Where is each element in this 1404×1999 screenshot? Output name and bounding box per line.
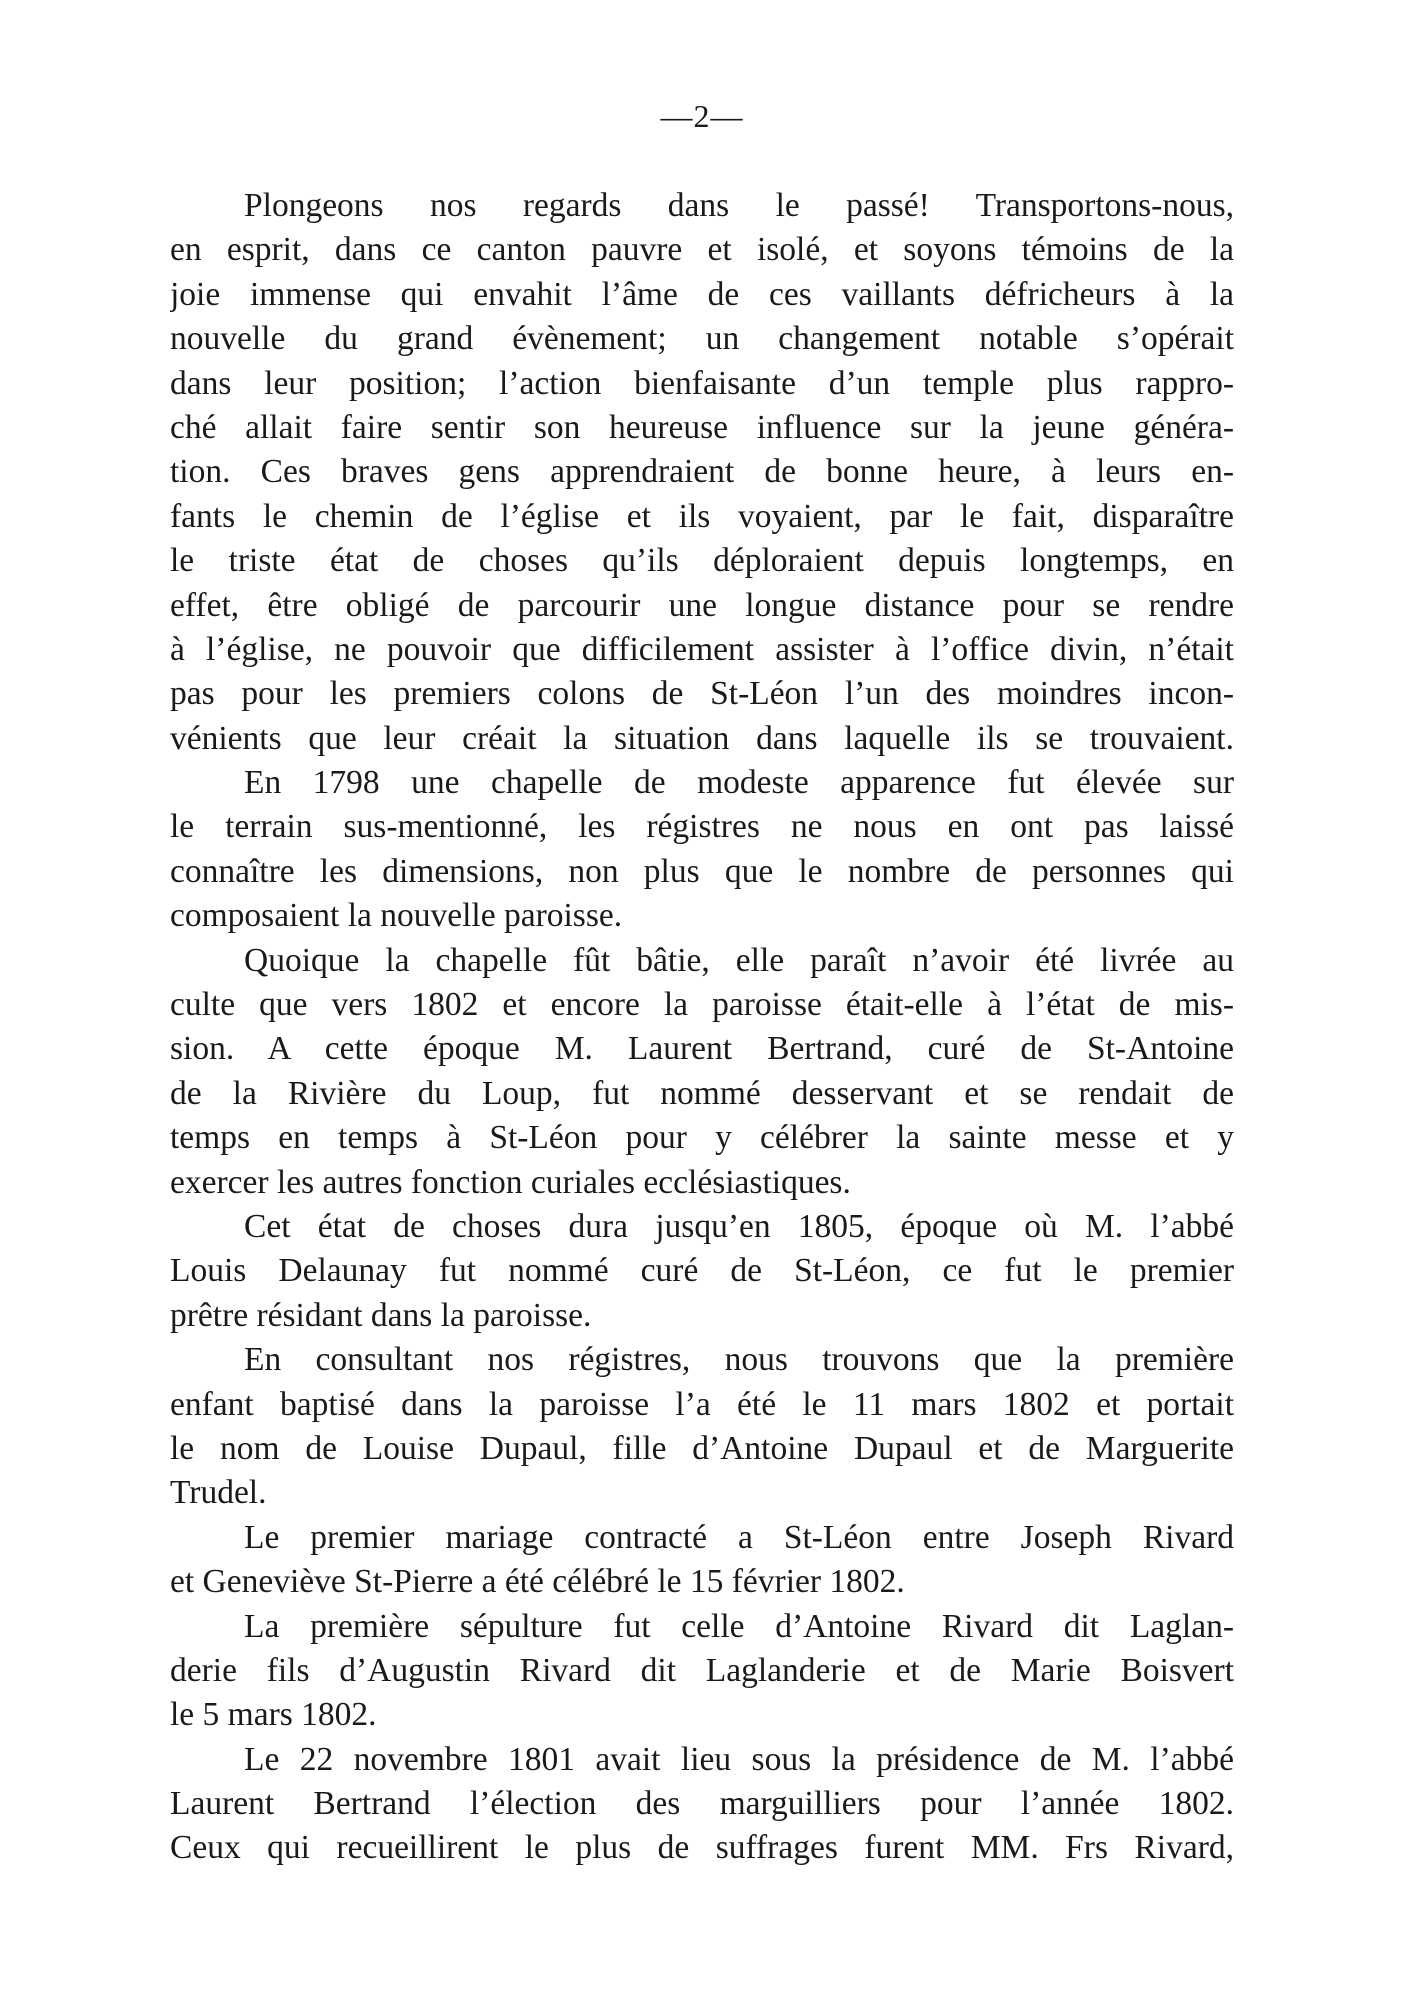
text-line: pas pour les premiers colons de St-Léon l’un des moindres incon- bbox=[170, 675, 1234, 713]
text-line: le nom de Louise Dupaul, fille d’Antoine Dupaul et de Marguerite bbox=[170, 1429, 1234, 1467]
text-line: culte que vers 1802 et encore la paroisse était-elle à l’état de mis- bbox=[170, 986, 1234, 1024]
text-line: enfant baptisé dans la paroisse l’a été le 11 mars 1802 et portait bbox=[170, 1385, 1234, 1423]
text-line: nouvelle du grand évènement; un changement notable s’opérait bbox=[170, 320, 1234, 358]
text-line: à l’église, ne pouvoir que difficilement assister à l’office divin, n’était bbox=[170, 630, 1234, 668]
text-line: Le premier mariage contracté a St-Léon entre Joseph Rivard bbox=[244, 1518, 1234, 1556]
text-line: prêtre résidant dans la paroisse. bbox=[170, 1296, 592, 1334]
text-line: vénients que leur créait la situation dans laquelle ils se trouvaient. bbox=[170, 719, 1234, 757]
text-line: dans leur position; l’action bienfaisante d’un temple plus rappro- bbox=[170, 364, 1234, 402]
paragraph bbox=[170, 1738, 1234, 1871]
text-line: ché allait faire sentir son heureuse influence sur la jeune généra- bbox=[170, 408, 1234, 446]
page-number: —2— bbox=[660, 98, 744, 134]
text-line: Trudel. bbox=[170, 1474, 267, 1512]
text-line: sion. A cette époque M. Laurent Bertrand, curé de St-Antoine bbox=[170, 1030, 1234, 1068]
text-line: connaître les dimensions, non plus que le nombre de personnes qui bbox=[170, 852, 1234, 890]
text-line: le 5 mars 1802. bbox=[170, 1696, 377, 1734]
text-line: En consultant nos régistres, nous trouvons que la première bbox=[244, 1341, 1234, 1379]
paragraph bbox=[170, 184, 1234, 761]
paragraph bbox=[170, 1205, 1234, 1338]
text-line: temps en temps à St-Léon pour y célébrer la sainte messe et y bbox=[170, 1119, 1234, 1157]
text-line: Quoique la chapelle fût bâtie, elle paraît n’avoir été livrée au bbox=[244, 941, 1234, 979]
paragraph bbox=[170, 761, 1234, 939]
text-line: Louis Delaunay fut nommé curé de St-Léon, ce fut le premier bbox=[170, 1252, 1234, 1290]
text-line: tion. Ces braves gens apprendraient de bonne heure, à leurs en- bbox=[170, 453, 1234, 491]
paragraph bbox=[170, 1516, 1234, 1605]
text-line: fants le chemin de l’église et ils voyaient, par le fait, disparaître bbox=[170, 497, 1234, 535]
text-line: Laurent Bertrand l’élection des marguilliers pour l’année 1802. bbox=[170, 1785, 1234, 1823]
text-line: Plongeons nos regards dans le passé! Transportons-nous, bbox=[244, 187, 1234, 224]
text-line: Ceux qui recueillirent le plus de suffrages furent MM. Frs Rivard, bbox=[170, 1829, 1234, 1867]
text-line: exercer les autres fonction curiales ecclésiastiques. bbox=[170, 1163, 851, 1201]
text-line: derie fils d’Augustin Rivard dit Laglanderie et de Marie Boisvert bbox=[170, 1651, 1234, 1689]
body-text bbox=[170, 184, 1234, 1871]
text-line: effet, être obligé de parcourir une longue distance pour se rendre bbox=[170, 586, 1234, 624]
text-line: Cet état de choses dura jusqu’en 1805, époque où M. l’abbé bbox=[244, 1207, 1234, 1245]
text-line: joie immense qui envahit l’âme de ces vaillants défricheurs à la bbox=[170, 275, 1234, 313]
text-line: de la Rivière du Loup, fut nommé desservant et se rendait de bbox=[170, 1074, 1234, 1112]
text-line: le triste état de choses qu’ils déploraient depuis longtemps, en bbox=[170, 542, 1234, 580]
text-line: En 1798 une chapelle de modeste apparence fut élevée sur bbox=[244, 764, 1234, 802]
text-line: Le 22 novembre 1801 avait lieu sous la présidence de M. l’abbé bbox=[244, 1740, 1234, 1778]
paragraph bbox=[170, 939, 1234, 1205]
text-line: et Geneviève St-Pierre a été célébré le 15 février 1802. bbox=[170, 1563, 905, 1601]
text-line: en esprit, dans ce canton pauvre et isolé, et soyons témoins de la bbox=[170, 231, 1234, 269]
paragraph bbox=[170, 1338, 1234, 1516]
paragraph bbox=[170, 1605, 1234, 1738]
text-line: La première sépulture fut celle d’Antoine Rivard dit Laglan- bbox=[244, 1607, 1234, 1645]
text-line: composaient la nouvelle paroisse. bbox=[170, 897, 623, 935]
text-line: le terrain sus-mentionné, les régistres ne nous en ont pas laissé bbox=[170, 808, 1234, 846]
